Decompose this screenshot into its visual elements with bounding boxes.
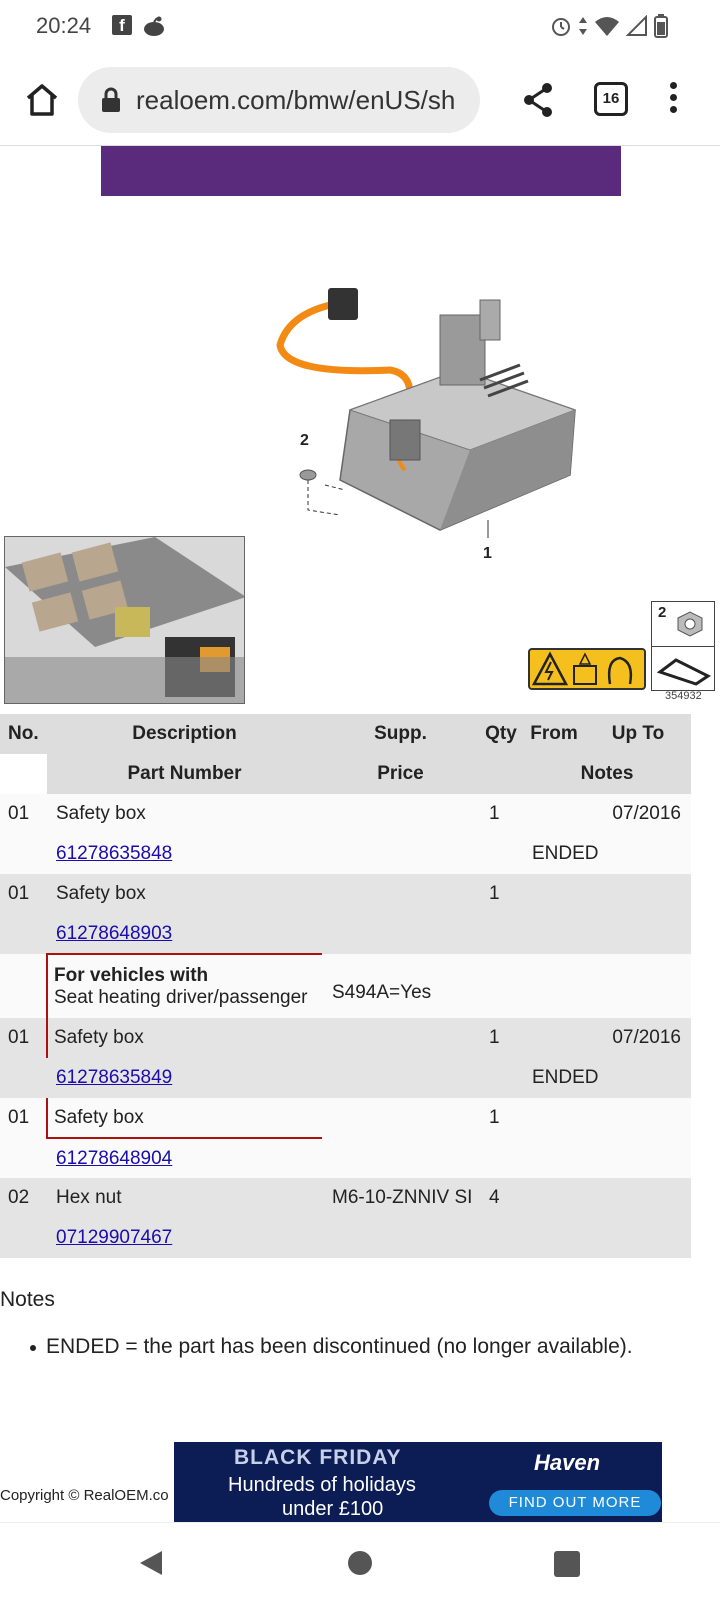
condition-value: S494A=Yes [332, 982, 432, 1003]
signal-icon [626, 15, 648, 37]
table-row-detail [0, 914, 691, 954]
table-header-row-2 [0, 754, 691, 794]
header-from: From [530, 723, 578, 744]
ad-brand-logo: Haven [534, 1450, 601, 1475]
row-no: 01 [8, 803, 30, 824]
row-qty: 1 [489, 1027, 500, 1048]
vehicle-location-thumbnail[interactable] [4, 536, 245, 704]
row-notes [523, 1138, 691, 1178]
row-no: 02 [8, 1187, 30, 1208]
notes-title: Notes [0, 1288, 55, 1311]
row-notes [523, 914, 691, 954]
data-arrows-icon [578, 15, 588, 37]
row-up-to [585, 1098, 691, 1138]
top-ad-banner[interactable] [101, 146, 621, 196]
status-bar [0, 0, 720, 54]
tab-switcher-button[interactable]: 16 [594, 82, 628, 116]
wifi-icon [594, 15, 620, 37]
address-bar[interactable] [78, 67, 480, 133]
table-row-detail [0, 834, 691, 874]
table-row [0, 874, 691, 914]
status-time: 20:24 [36, 13, 92, 38]
header-part-number: Part Number [127, 763, 242, 784]
table-row-detail [0, 1138, 691, 1178]
row-description: Safety box [56, 803, 146, 824]
header-notes: Notes [580, 763, 634, 784]
legend-box [651, 601, 715, 691]
row-qty: 1 [489, 883, 500, 904]
alarm-icon [550, 15, 572, 37]
high-voltage-warning-icon [528, 648, 646, 690]
header-description: Description [132, 723, 237, 744]
row-from [523, 1178, 585, 1218]
ad-line-2: under £100 [282, 1498, 384, 1520]
header-no: No. [8, 723, 39, 744]
condition-row [0, 954, 691, 1018]
row-supp [322, 794, 479, 834]
battery-icon [654, 14, 668, 38]
copyright: Copyright © RealOEM.co [0, 1487, 169, 1504]
part-number-link[interactable]: 07129907467 [56, 1227, 173, 1248]
ad-headline: BLACK FRIDAY [234, 1446, 402, 1469]
row-up-to [585, 1178, 691, 1218]
parts-table [0, 714, 691, 1258]
lock-icon [100, 87, 122, 113]
url-text: realoem.com/bmw/enUS/sh [136, 85, 456, 115]
header-up-to: Up To [611, 723, 665, 744]
part-number-link[interactable]: 61278635849 [56, 1067, 173, 1088]
row-no: 01 [8, 1027, 30, 1048]
row-from [523, 1098, 585, 1138]
row-up-to [585, 874, 691, 914]
more-menu-icon[interactable] [664, 78, 682, 122]
header-qty: Qty [485, 723, 517, 744]
facebook-icon: f [112, 15, 132, 35]
part-number-link[interactable]: 61278635848 [56, 843, 173, 864]
svg-text:1: 1 [483, 545, 492, 562]
condition-heading: For vehicles with [54, 964, 209, 986]
table-row [0, 1178, 691, 1218]
table-row-detail [0, 1058, 691, 1098]
back-icon[interactable] [138, 1549, 164, 1577]
header-supp: Supp. [374, 723, 427, 744]
row-no: 01 [8, 883, 30, 904]
row-from [523, 794, 585, 834]
row-qty: 4 [489, 1187, 500, 1208]
recents-icon[interactable] [554, 1551, 580, 1577]
row-notes [523, 1218, 691, 1258]
row-up-to: 07/2016 [612, 803, 681, 824]
row-description: Safety box [47, 1098, 322, 1138]
row-up-to: 07/2016 [612, 1027, 681, 1048]
row-qty: 1 [489, 1107, 500, 1128]
row-notes: ENDED [532, 1067, 599, 1088]
part-number-link[interactable]: 61278648904 [56, 1147, 173, 1169]
row-from [523, 874, 585, 914]
bottom-ad-banner[interactable] [174, 1442, 662, 1522]
row-description: Hex nut [56, 1187, 122, 1208]
parts-diagram [270, 280, 600, 570]
table-row [0, 1018, 691, 1058]
table-header-row-1 [0, 714, 691, 754]
browser-toolbar [0, 54, 720, 146]
row-supp [322, 1018, 479, 1058]
ad-find-out-more-button[interactable]: FIND OUT MORE [489, 1490, 661, 1516]
notes-item: ENDED = the part has been discontinued (no longer available). [46, 1335, 633, 1358]
table-row [0, 1098, 691, 1138]
home-icon[interactable] [22, 80, 62, 120]
condition-option: Seat heating driver/passenger [54, 986, 308, 1008]
home-nav-icon[interactable] [348, 1551, 372, 1575]
row-from [523, 1018, 585, 1058]
share-icon[interactable] [520, 80, 556, 120]
row-notes: ENDED [532, 843, 599, 864]
row-qty: 1 [489, 803, 500, 824]
svg-text:2: 2 [300, 432, 309, 449]
diagram-code: 354932 [665, 690, 702, 702]
row-description: Safety box [47, 1018, 322, 1058]
legend-number: 2 [658, 604, 667, 621]
system-nav-bar [0, 1522, 720, 1600]
table-row [0, 794, 691, 834]
header-price: Price [377, 763, 424, 784]
table-row-detail [0, 1218, 691, 1258]
part-number-link[interactable]: 61278648903 [56, 922, 173, 944]
row-description: Safety box [56, 883, 146, 904]
row-supp [322, 874, 479, 914]
ad-line-1: Hundreds of holidays [228, 1474, 416, 1496]
row-supp: M6-10-ZNNIV SI [332, 1187, 473, 1208]
reddit-icon [142, 15, 166, 37]
row-supp [322, 1098, 479, 1138]
row-no: 01 [8, 1107, 30, 1128]
